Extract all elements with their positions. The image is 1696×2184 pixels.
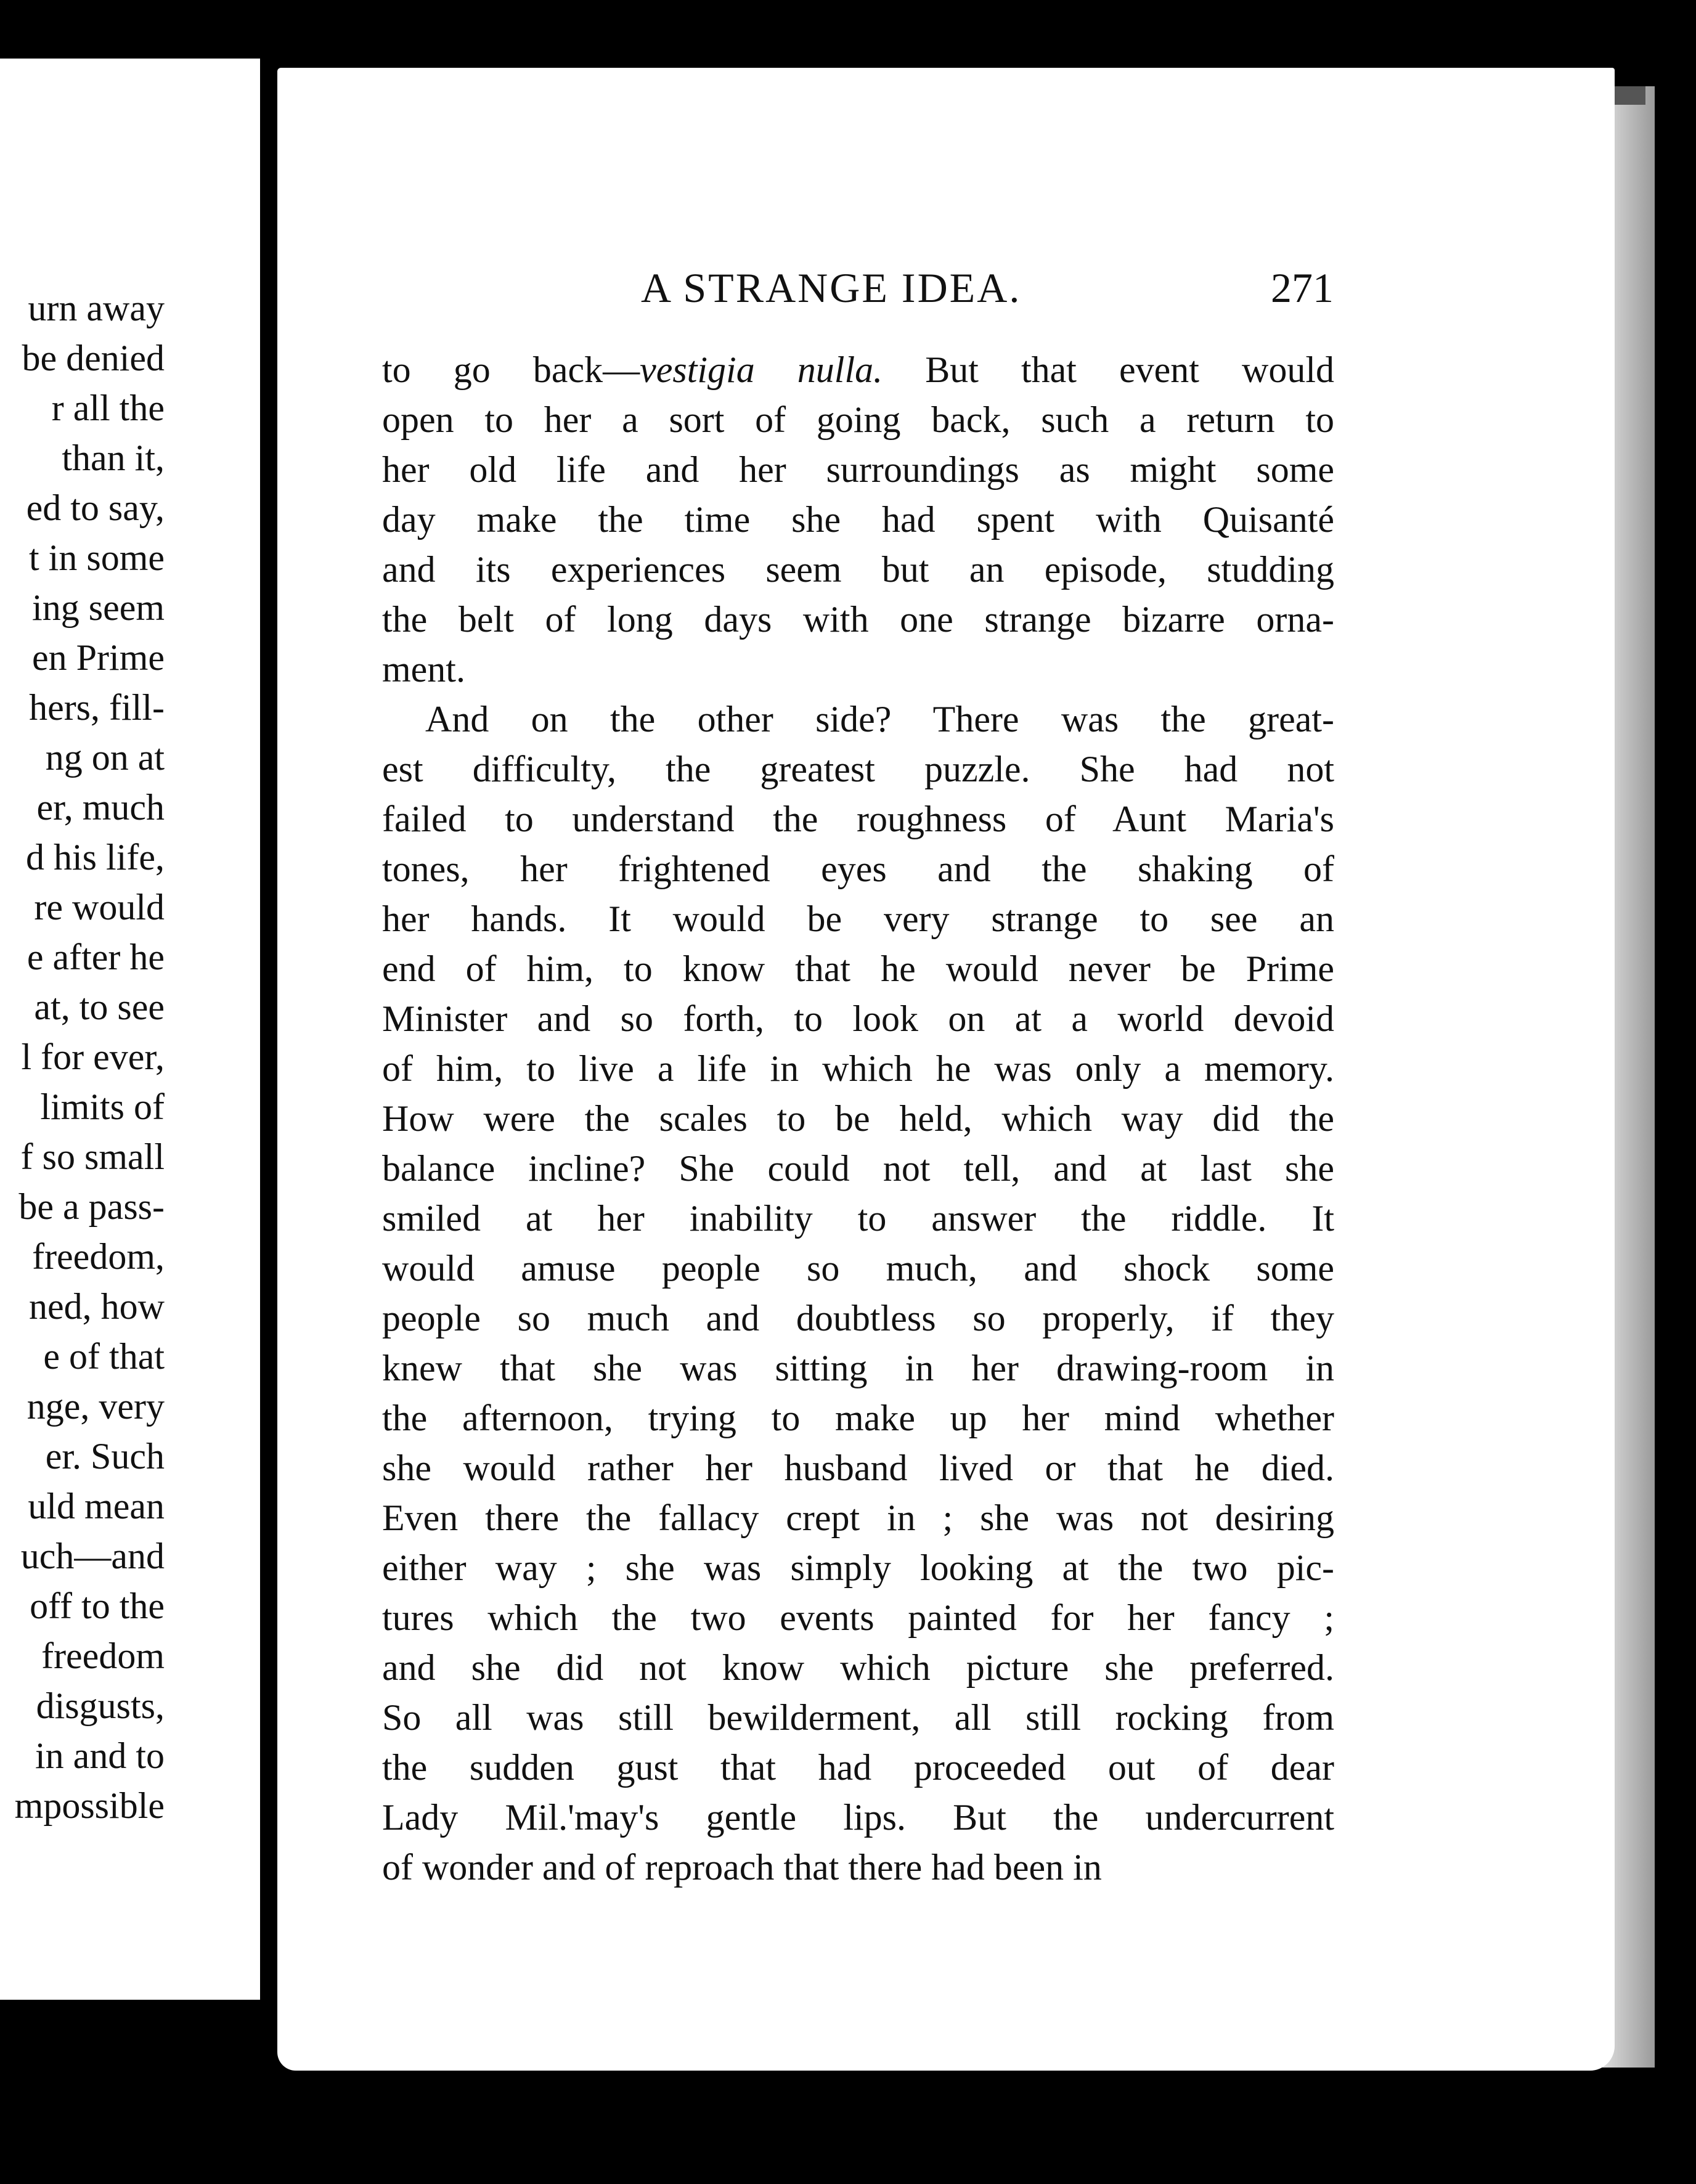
left-page-line: off to the	[30, 1586, 165, 1626]
left-page-line: be denied	[22, 338, 165, 378]
left-page-line: freedom,	[32, 1236, 165, 1277]
left-page-line: than it,	[62, 438, 165, 478]
left-page-line: er. Such	[45, 1436, 165, 1477]
body-line: the belt of long days with one strange bizarre orna-	[382, 599, 1334, 640]
left-page-line: mpossible	[14, 1785, 165, 1826]
left-page-line: l for ever,	[21, 1037, 165, 1077]
left-page-line: be a pass-	[18, 1186, 165, 1227]
body-line: her hands. It would be very strange to see an	[382, 898, 1334, 939]
left-page-line: ing seem	[32, 587, 165, 628]
left-page-line: er, much	[36, 787, 165, 828]
left-page-line: disgusts,	[36, 1685, 165, 1726]
body-line: open to her a sort of going back, such a return to	[382, 399, 1334, 440]
running-head: A STRANGE IDEA.	[641, 264, 1022, 311]
body-line: So all was still bewilderment, all still rocking from	[382, 1697, 1334, 1738]
left-page-line: d his life,	[26, 837, 165, 878]
left-page-line: in and to	[35, 1735, 165, 1776]
left-page-line: re would	[34, 887, 165, 927]
body-line: est difficulty, the greatest puzzle. She had not	[382, 749, 1334, 789]
book-gutter	[260, 59, 277, 2000]
body-line: knew that she was sitting in her drawing-room in	[382, 1348, 1334, 1388]
body-line: and its experiences seem but an episode, studding	[382, 549, 1334, 590]
left-page-line: r all the	[51, 388, 165, 428]
body-line: Even there the fallacy crept in ; she was not desiring	[382, 1497, 1334, 1538]
left-facing-page	[0, 59, 260, 2000]
body-line: Minister and so forth, to look on at a world devoid	[382, 998, 1334, 1039]
body-line: she would rather her husband lived or that he died.	[382, 1448, 1334, 1488]
body-line: of him, to live a life in which he was only a memory.	[382, 1048, 1334, 1089]
body-line: of wonder and of reproach that there had been in	[382, 1847, 1102, 1888]
left-page-line: limits of	[40, 1086, 165, 1127]
left-page-line: t in some	[29, 537, 165, 578]
body-line: And on the other side? There was the great-	[425, 699, 1334, 740]
body-line: would amuse people so much, and shock some	[382, 1248, 1334, 1289]
left-page-line: hers, fill-	[29, 687, 165, 728]
body-line: the sudden gust that had proceeded out of dear	[382, 1747, 1334, 1788]
left-page-line: e after he	[26, 937, 165, 977]
left-page-line: e of that	[43, 1336, 165, 1377]
body-line: smiled at her inability to answer the riddle. It	[382, 1198, 1334, 1239]
left-page-line: nge, very	[26, 1386, 165, 1427]
left-page-line: urn away	[28, 288, 165, 328]
body-line: Lady Mil.'may's gentle lips. But the undercurrent	[382, 1797, 1334, 1838]
page-number: 271	[1271, 264, 1334, 311]
body-line: tures which the two events painted for her fancy ;	[382, 1597, 1334, 1638]
left-page-line: uch—and	[20, 1536, 165, 1576]
body-line: end of him, to know that he would never be Prime	[382, 948, 1334, 989]
body-line: either way ; she was simply looking at the two pic-	[382, 1547, 1334, 1588]
left-page-line: f so small	[20, 1136, 165, 1177]
left-page-line: freedom	[41, 1636, 165, 1676]
left-page-line: ned, how	[29, 1286, 165, 1327]
body-line: day make the time she had spent with Quisanté	[382, 499, 1334, 540]
italic-phrase: vestigia nulla.	[640, 349, 883, 390]
body-line: tones, her frightened eyes and the shaking of	[382, 849, 1334, 889]
body-line: ment.	[382, 649, 465, 690]
body-line: failed to understand the roughness of Aunt Maria's	[382, 799, 1334, 839]
left-page-line: en Prime	[32, 637, 165, 678]
left-page-line: ed to say,	[26, 487, 165, 528]
left-page-line: at, to see	[34, 987, 165, 1027]
left-page-line: uld mean	[28, 1486, 165, 1526]
line-prefix: to go back—	[382, 349, 640, 390]
body-line: the afternoon, trying to make up her mind whether	[382, 1398, 1334, 1438]
body-line: balance incline? She could not tell, and at last she	[382, 1148, 1334, 1189]
body-line: her old life and her surroundings as might some	[382, 449, 1334, 490]
line-suffix: But that event would	[883, 349, 1335, 390]
body-line-first	[382, 345, 1334, 395]
body-line: How were the scales to be held, which way did the	[382, 1098, 1334, 1139]
left-page-line: ng on at	[45, 737, 165, 778]
body-line: people so much and doubtless so properly, if they	[382, 1298, 1334, 1339]
body-line: and she did not know which picture she preferred.	[382, 1647, 1334, 1688]
